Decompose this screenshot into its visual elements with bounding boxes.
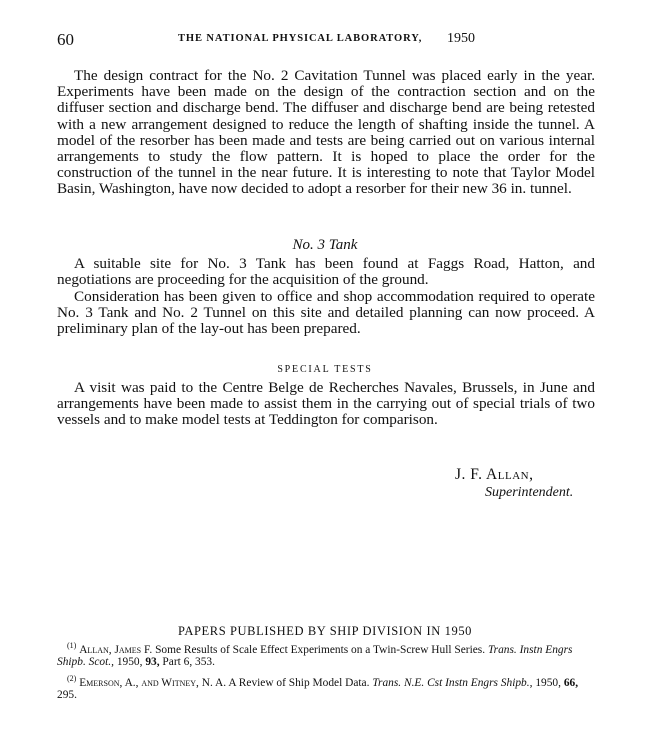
section-heading-no3-tank: No. 3 Tank — [292, 237, 358, 253]
reference-pages: 295. — [57, 689, 77, 702]
page-number: 60 — [57, 30, 74, 49]
reference-title: A Review of Ship Model Data. — [228, 676, 370, 689]
reference-title: Some Results of Scale Effect Experiments on a Twin-Screw Hull Series. — [155, 643, 486, 656]
signature-name: J. F. Allan, — [455, 466, 534, 483]
reference-volume: 66, — [563, 676, 579, 689]
section-heading-special-tests: SPECIAL TESTS — [277, 364, 373, 375]
signature-title: Superintendent. — [485, 485, 574, 500]
signature-block — [455, 466, 573, 502]
reference-year: 1950, — [535, 676, 561, 689]
reference-list — [57, 640, 597, 706]
reference-number: 1 — [69, 641, 74, 650]
running-title: THE NATIONAL PHYSICAL LABORATORY, — [178, 33, 423, 44]
reference-authors: Allan, James F. — [79, 643, 153, 656]
reference-year: 1950, — [116, 656, 143, 669]
reference-journal: Trans. N.E. Cst Instn Engrs Shipb., — [372, 676, 533, 689]
paragraph-cavitation-tunnel: The design contract for the No. 2 Cavitation Tunnel was placed early in the year. Experiments have been made on the design of the contraction section and on the diffuser section and discharge bend. The diffuser and discharge bend are being retested with a new arrangement designed to reduce the length of shafting inside the tunnel. A model of the resorber has been made and tests are being carried out on various internal arrangements to study the flow pattern. It is hoped to place the order for the construction of the tunnel in the near future. It is interesting to note that Taylor Model Basin, Washington, have now decided to adopt a resorber for their new 36 in. tunnel. — [57, 67, 595, 198]
reference-item: $^{(2)}$ Emerson, A., and Witney, N. A. A Review of Ship Model Data. Trans. N.E. Cst Instn Engrs Shipb., 1950, 66, 295. — [57, 673, 579, 702]
reference-volume: 93, — [145, 656, 160, 669]
reference-authors: Emerson, A., and Witney, N. A. — [79, 676, 227, 689]
papers-heading: PAPERS PUBLISHED BY SHIP DIVISION IN 1950 — [177, 624, 473, 638]
reference-journal: Trans. Instn Engrs Shipb. Scot., — [57, 643, 573, 669]
reference-item: $^{(1)}$ Allan, James F. Some Results of Scale Effect Experiments on a Twin-Screw Hull Series. Trans. Instn Engrs Shipb. Scot., 1950, 93, Part 6, 353. — [57, 641, 573, 669]
running-title-year: 1950 — [447, 31, 475, 46]
reference-pages: Part 6, 353. — [162, 656, 215, 669]
page-header — [57, 30, 597, 50]
reference-number: 2 — [69, 673, 74, 683]
paragraph-site: A suitable site for No. 3 Tank has been found at Faggs Road, Hatton, and negotiations are proceeding for the acquisition of the ground. — [57, 255, 595, 289]
paragraph-accommodation: Consideration has been given to office and shop accommodation required to operate No. 3 Tank and No. 2 Tunnel on this site and detailed planning can now proceed. A preliminary plan of the lay-out has been prepared. — [57, 288, 595, 338]
paragraph-special-tests: A visit was paid to the Centre Belge de Recherches Navales, Brussels, in June and arrangements have been made to assist them in the carrying out of special trials of two vessels and to make model tests at Teddington for comparison. — [57, 379, 595, 429]
